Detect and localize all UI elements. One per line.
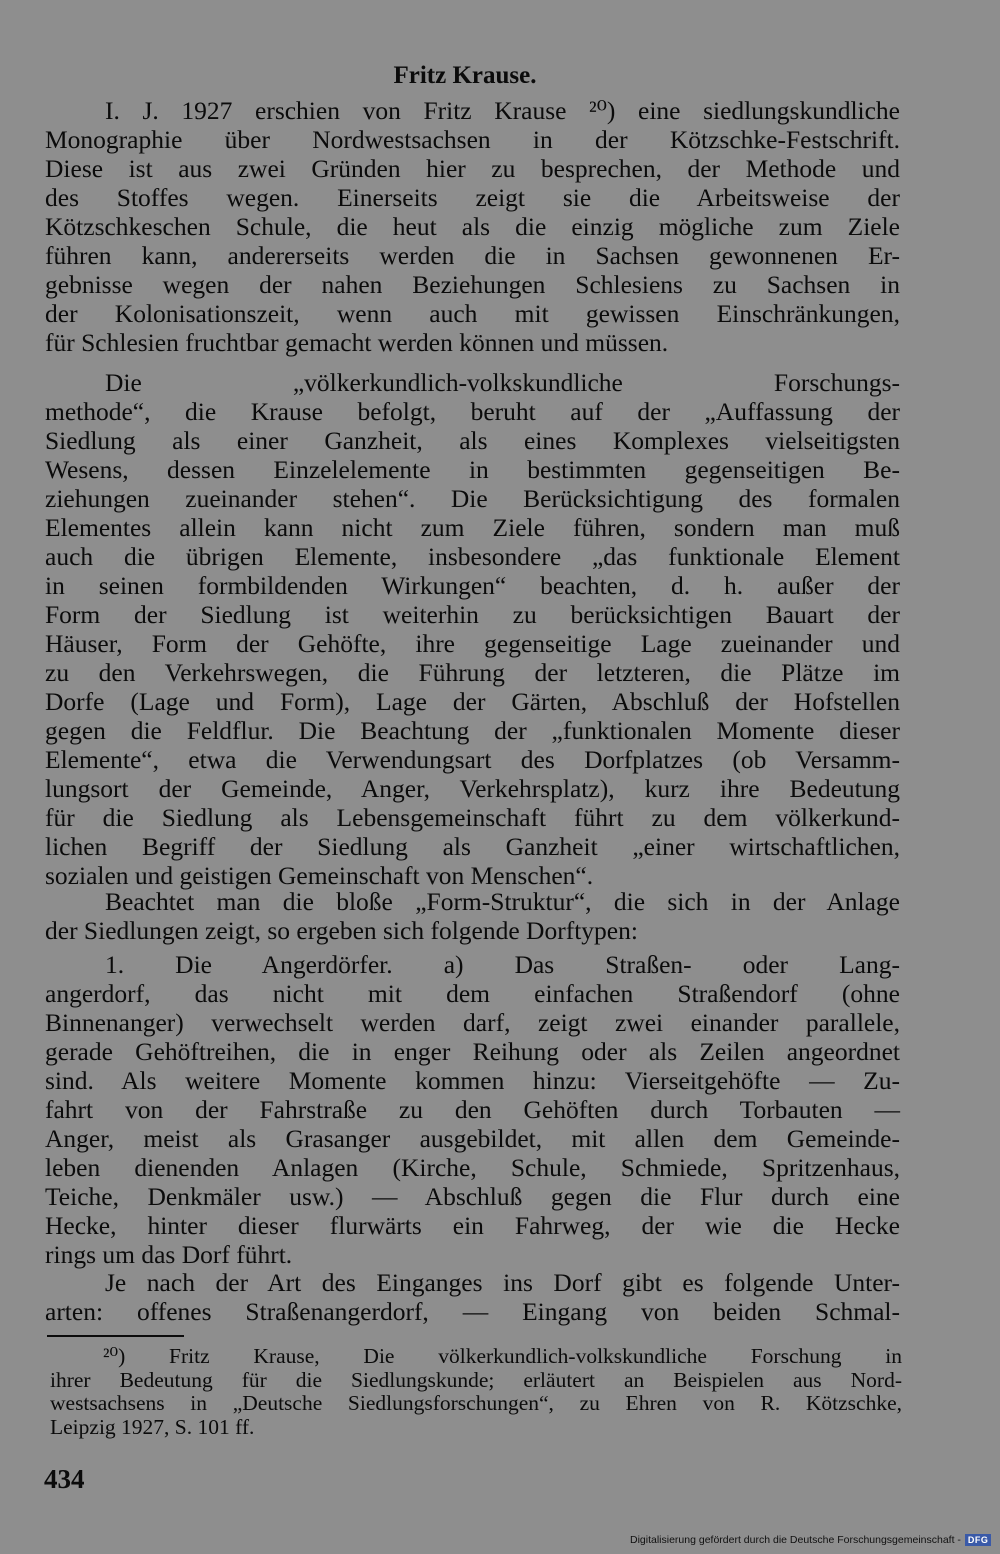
text-line: auch die übrigen Elemente, insbesondere „das funktionale Element [45,542,900,571]
text-line: I. J. 1927 erschien von Fritz Krause ²⁰) eine siedlungskundliche [105,96,900,125]
text-line: lungsort der Gemeinde, Anger, Verkehrsplatz), kurz ihre Bedeutung [45,774,900,803]
text-line: zu den Verkehrswegen, die Führung der letzteren, die Plätze im [45,658,900,687]
text-line: ziehungen zueinander stehen“. Die Berücksichtigung des formalen [45,484,900,513]
text-line: sind. Als weitere Momente kommen hinzu: Vierseitgehöfte — Zu- [45,1066,900,1095]
text-line: Elementes allein kann nicht zum Ziele führen, sondern man muß [45,513,900,542]
footnote-line: westsachsens in „Deutsche Siedlungsforschungen“, zu Ehren von R. Kötzschke, [50,1391,902,1415]
text-line: Monographie über Nordwestsachsen in der Kötzschke-Festschrift. [45,125,900,154]
text-line: Dorfe (Lage und Form), Lage der Gärten, Abschluß der Hofstellen [45,687,900,716]
text-line: Siedlung als einer Ganzheit, als eines Komplexes vielseitigsten [45,426,900,455]
text-line: Kötzschkeschen Schule, die heut als die einzig mögliche zum Ziele [45,212,900,241]
text-line: der Kolonisationszeit, wenn auch mit gewissen Einschränkungen, [45,299,900,328]
footnote-line: Leipzig 1927, S. 101 ff. [50,1414,255,1439]
text-line: Wesens, dessen Einzelelemente in bestimmten gegenseitigen Be- [45,455,900,484]
text-line: Häuser, Form der Gehöfte, ihre gegenseitige Lage zueinander und [45,629,900,658]
footnote-line: ²⁰) Fritz Krause, Die völkerkundlich-volkskundliche Forschung in [103,1344,902,1368]
text-line: des Stoffes wegen. Einerseits zeigt sie die Arbeitsweise der [45,183,900,212]
footnote-rule [47,1335,184,1337]
text-line: in seinen formbildenden Wirkungen“ beachten, d. h. außer der [45,571,900,600]
text-line: Hecke, hinter dieser flurwärts ein Fahrweg, der wie die Hecke [45,1211,900,1240]
credit-text: Digitalisierung gefördert durch die Deutsche Forschungsgemeinschaft - [630,1534,961,1546]
text-line: rings um das Dorf führt. [45,1240,293,1269]
text-line: sozialen und geistigen Gemeinschaft von Menschen“. [45,861,594,890]
text-line: gebnisse wegen der nahen Beziehungen Schlesiens zu Sachsen in [45,270,900,299]
text-line: gegen die Feldflur. Die Beachtung der „funktionalen Momente dieser [45,716,900,745]
text-line: Diese ist aus zwei Gründen hier zu besprechen, der Methode und [45,154,900,183]
text-line: methode“, die Krause befolgt, beruht auf der „Auffassung der [45,397,900,426]
text-line: führen kann, andererseits werden die in Sachsen gewonnenen Er- [45,241,900,270]
text-line: Anger, meist als Grasanger ausgebildet, mit allen dem Gemeinde- [45,1124,900,1153]
text-line: gerade Gehöftreihen, die in enger Reihung oder als Zeilen angeordnet [45,1037,900,1066]
text-line: 1. Die Angerdörfer. a) Das Straßen- oder Lang- [105,950,900,979]
text-line: leben dienenden Anlagen (Kirche, Schule, Schmiede, Spritzenhaus, [45,1153,900,1182]
text-line: Die „völkerkundlich-volkskundliche Forschungs- [105,368,900,397]
text-line: für die Siedlung als Lebensgemeinschaft führt zu dem völkerkund- [45,803,900,832]
section-heading: Fritz Krause. [393,62,537,89]
text-line: Binnenanger) verwechselt werden darf, zeigt zwei einander parallele, [45,1008,900,1037]
digitization-credit [630,1532,991,1548]
footnote-line: ihrer Bedeutung für die Siedlungskunde; erläutert an Beispielen aus Nord- [50,1367,902,1392]
dfg-logo: DFG [965,1534,992,1546]
text-line: lichen Begriff der Siedlung als Ganzheit „einer wirtschaftlichen, [45,832,900,861]
page-number: 434 [44,1464,85,1494]
text-line: angerdorf, das nicht mit dem einfachen Straßendorf (ohne [45,979,900,1008]
text-line: fahrt von der Fahrstraße zu den Gehöften durch Torbauten — [45,1095,900,1124]
text-line: Teiche, Denkmäler usw.) — Abschluß gegen die Flur durch eine [45,1182,900,1211]
text-line: für Schlesien fruchtbar gemacht werden können und müssen. [45,328,669,357]
text-line: Form der Siedlung ist weiterhin zu berücksichtigen Bauart der [45,600,900,629]
text-line: arten: offenes Straßenangerdorf, — Eingang von beiden Schmal- [45,1297,900,1326]
text-line: Beachtet man die bloße „Form-Struktur“, die sich in der Anlage [105,887,900,916]
text-line: der Siedlungen zeigt, so ergeben sich folgende Dorftypen: [45,916,638,945]
text-line: Elemente“, etwa die Verwendungsart des Dorfplatzes (ob Versamm- [45,745,900,774]
text-line: Je nach der Art des Einganges ins Dorf gibt es folgende Unter- [105,1268,900,1297]
